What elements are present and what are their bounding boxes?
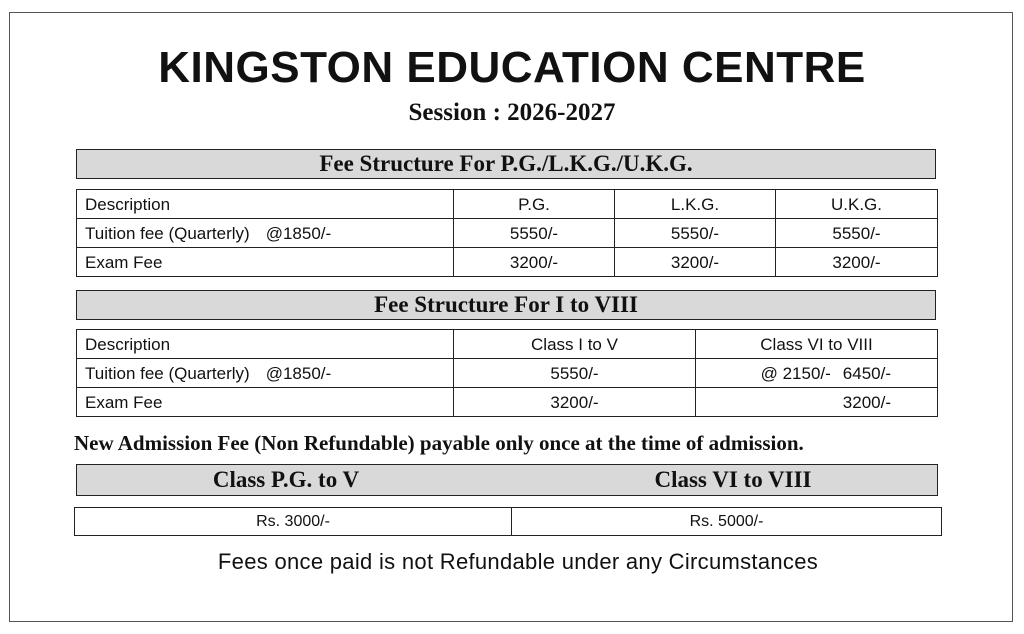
fee-value: 3200/- (615, 248, 776, 277)
column-header: U.K.G. (776, 190, 938, 219)
column-header: Description (77, 190, 454, 219)
fee-rate: @ 2150/- (760, 363, 831, 383)
table-row (77, 248, 938, 277)
column-header: P.G. (454, 190, 615, 219)
fee-value: 3200/- (776, 248, 938, 277)
admission-heading-bar (76, 464, 938, 496)
pre-primary-heading: Fee Structure For P.G./L.K.G./U.K.G. (76, 149, 936, 179)
fee-value: 5550/- (454, 359, 696, 388)
column-header: L.K.G. (615, 190, 776, 219)
table-row (75, 508, 942, 536)
fee-value: 3200/- (454, 248, 615, 277)
admission-fee-table (74, 507, 942, 536)
table-row (77, 219, 938, 248)
fee-rate: @1850/- (265, 363, 332, 383)
fee-label: Tuition fee (Quarterly) (85, 363, 250, 383)
session-label: Session : 2026-2027 (408, 99, 616, 126)
admission-fee-value: Rs. 5000/- (512, 508, 942, 536)
fee-value: 5550/- (454, 219, 615, 248)
row-description (77, 219, 454, 248)
fee-value: 5550/- (776, 219, 938, 248)
column-header: Description (77, 330, 454, 359)
column-header: Class VI to VIII (696, 330, 938, 359)
fee-value: 3200/- (696, 388, 938, 417)
pre-primary-fee-table (76, 189, 938, 277)
primary-fee-table (76, 329, 938, 417)
table-row (77, 330, 938, 359)
row-description (77, 359, 454, 388)
primary-heading: Fee Structure For I to VIII (76, 290, 936, 320)
table-row (77, 388, 938, 417)
refund-disclaimer: Fees once paid is not Refundable under any Circumstances (217, 549, 819, 574)
admission-column-header: Class VI to VIII (654, 467, 812, 492)
row-description: Exam Fee (77, 388, 454, 417)
table-row (77, 190, 938, 219)
fee-value: 3200/- (454, 388, 696, 417)
fee-label: Tuition fee (Quarterly) (85, 223, 250, 243)
page-title: KINGSTON EDUCATION CENTRE (158, 43, 866, 92)
column-header: Class I to V (454, 330, 696, 359)
admission-fee-value: Rs. 3000/- (75, 508, 512, 536)
fee-value: 5550/- (615, 219, 776, 248)
fee-value-vi-viii (696, 359, 938, 388)
admission-note: New Admission Fee (Non Refundable) payable only once at the time of admission. (74, 431, 804, 455)
admission-column-header: Class P.G. to V (212, 467, 360, 492)
fee-rate: @1850/- (265, 223, 332, 243)
fee-amount: 6450/- (842, 363, 891, 383)
table-row (77, 359, 938, 388)
row-description: Exam Fee (77, 248, 454, 277)
